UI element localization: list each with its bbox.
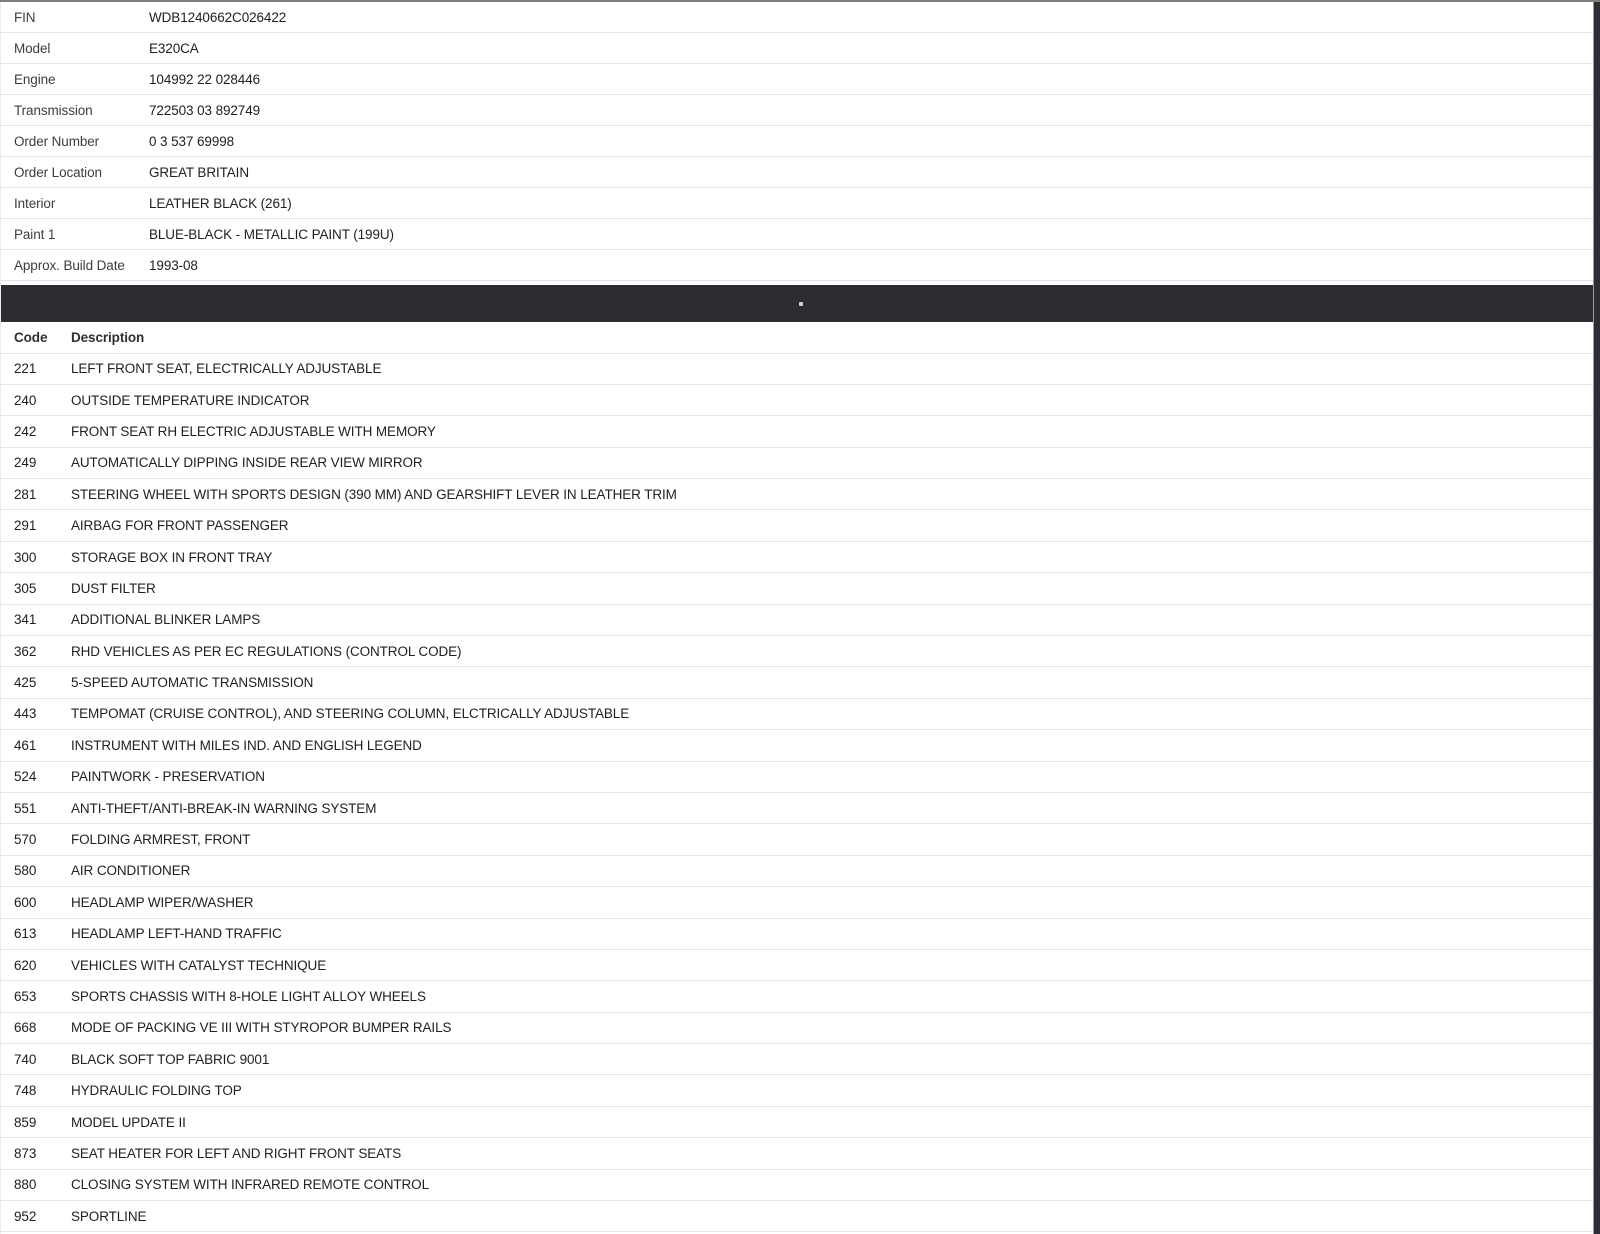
option-code-row (1, 730, 1600, 761)
option-description: AUTOMATICALLY DIPPING INSIDE REAR VIEW MIRROR (71, 447, 1600, 478)
vehicle-info-value: LEATHER BLACK (261) (149, 195, 292, 211)
option-code: 240 (1, 384, 71, 415)
option-code-row (1, 1012, 1600, 1043)
vehicle-info-value: BLUE-BLACK - METALLIC PAINT (199U) (149, 226, 394, 242)
option-code: 873 (1, 1138, 71, 1169)
options-table (1, 322, 1600, 1232)
option-code-row (1, 667, 1600, 698)
options-header-band (1, 285, 1600, 322)
vehicle-info-value: 722503 03 892749 (149, 102, 261, 118)
option-description: LEFT FRONT SEAT, ELECTRICALLY ADJUSTABLE (71, 353, 1600, 384)
option-code: 443 (1, 698, 71, 729)
option-description: PAINTWORK - PRESERVATION (71, 761, 1600, 792)
vehicle-info-label: Order Number (14, 133, 100, 149)
right-edge-strip (1593, 0, 1600, 1234)
option-description: RHD VEHICLES AS PER EC REGULATIONS (CONTROL CODE) (71, 636, 1600, 667)
option-code: 249 (1, 447, 71, 478)
option-description: MODEL UPDATE II (71, 1106, 1600, 1137)
vehicle-info-value: 0 3 537 69998 (149, 133, 235, 149)
option-code-row (1, 510, 1600, 541)
option-code-row (1, 887, 1600, 918)
option-description: INSTRUMENT WITH MILES IND. AND ENGLISH LEGEND (71, 730, 1600, 761)
option-code: 620 (1, 949, 71, 980)
option-description: VEHICLES WITH CATALYST TECHNIQUE (71, 949, 1600, 980)
option-code: 668 (1, 1012, 71, 1043)
vehicle-info-label: Order Location (14, 164, 102, 180)
vehicle-info-row (1, 2, 1600, 33)
option-code-row (1, 353, 1600, 384)
option-description: SPORTLINE (71, 1201, 1600, 1232)
option-code-row (1, 1201, 1600, 1232)
option-code-row (1, 1044, 1600, 1075)
option-code: 952 (1, 1201, 71, 1232)
option-code: 461 (1, 730, 71, 761)
option-code-row (1, 981, 1600, 1012)
option-code: 613 (1, 918, 71, 949)
option-code: 880 (1, 1169, 71, 1200)
option-description: AIR CONDITIONER (71, 855, 1600, 886)
vehicle-info-row (1, 250, 1600, 281)
vehicle-info-value: 104992 22 028446 (149, 71, 261, 87)
vehicle-info-row (1, 126, 1600, 157)
option-code-row (1, 447, 1600, 478)
vehicle-info-label: FIN (14, 9, 36, 25)
vehicle-info-value: 1993-08 (149, 257, 198, 273)
top-rule (0, 0, 1600, 2)
vehicle-info-label: Approx. Build Date (14, 257, 125, 273)
option-code-row (1, 1169, 1600, 1200)
vehicle-info-value: GREAT BRITAIN (149, 164, 249, 180)
vehicle-info-label: Model (14, 40, 51, 56)
option-description: STEERING WHEEL WITH SPORTS DESIGN (390 MM) AND GEARSHIFT LEVER IN LEATHER TRIM (71, 479, 1600, 510)
vehicle-info-row (1, 219, 1600, 250)
option-code-row (1, 792, 1600, 823)
option-code: 859 (1, 1106, 71, 1137)
option-description: ANTI-THEFT/ANTI-BREAK-IN WARNING SYSTEM (71, 792, 1600, 823)
option-code: 653 (1, 981, 71, 1012)
vehicle-info-table (1, 2, 1600, 281)
option-code-row (1, 1138, 1600, 1169)
option-code: 551 (1, 792, 71, 823)
option-code-row (1, 918, 1600, 949)
option-code: 221 (1, 353, 71, 384)
option-code-row (1, 541, 1600, 572)
option-code-row (1, 636, 1600, 667)
option-description: CLOSING SYSTEM WITH INFRARED REMOTE CONTROL (71, 1169, 1600, 1200)
vehicle-info-row (1, 95, 1600, 126)
option-description: HEADLAMP WIPER/WASHER (71, 887, 1600, 918)
description-column-header: Description (71, 322, 1600, 353)
option-description: FOLDING ARMREST, FRONT (71, 824, 1600, 855)
vehicle-info-row (1, 188, 1600, 219)
option-description: MODE OF PACKING VE III WITH STYROPOR BUMPER RAILS (71, 1012, 1600, 1043)
option-code: 580 (1, 855, 71, 886)
option-code-row (1, 761, 1600, 792)
vehicle-info-label: Transmission (14, 102, 93, 118)
option-code-row (1, 416, 1600, 447)
vehicle-info-label: Paint 1 (14, 226, 56, 242)
options-table-header-row (1, 322, 1600, 353)
option-description: 5-SPEED AUTOMATIC TRANSMISSION (71, 667, 1600, 698)
option-description: ADDITIONAL BLINKER LAMPS (71, 604, 1600, 635)
option-code-row (1, 479, 1600, 510)
option-code: 300 (1, 541, 71, 572)
option-description: DUST FILTER (71, 573, 1600, 604)
option-description: SPORTS CHASSIS WITH 8-HOLE LIGHT ALLOY WHEELS (71, 981, 1600, 1012)
option-code: 740 (1, 1044, 71, 1075)
option-description: BLACK SOFT TOP FABRIC 9001 (71, 1044, 1600, 1075)
option-code-row (1, 573, 1600, 604)
option-code-row (1, 384, 1600, 415)
option-code: 748 (1, 1075, 71, 1106)
option-code: 281 (1, 479, 71, 510)
option-code: 291 (1, 510, 71, 541)
vehicle-info-row (1, 33, 1600, 64)
band-dot-icon (799, 302, 803, 306)
option-description: OUTSIDE TEMPERATURE INDICATOR (71, 384, 1600, 415)
option-description: AIRBAG FOR FRONT PASSENGER (71, 510, 1600, 541)
vehicle-info-value: E320CA (149, 40, 199, 56)
option-code-row (1, 855, 1600, 886)
vehicle-info-value: WDB1240662C026422 (149, 9, 287, 25)
option-description: TEMPOMAT (CRUISE CONTROL), AND STEERING COLUMN, ELCTRICALLY ADJUSTABLE (71, 698, 1600, 729)
option-description: FRONT SEAT RH ELECTRIC ADJUSTABLE WITH MEMORY (71, 416, 1600, 447)
option-code: 600 (1, 887, 71, 918)
option-code-row (1, 604, 1600, 635)
option-description: HYDRAULIC FOLDING TOP (71, 1075, 1600, 1106)
option-code: 570 (1, 824, 71, 855)
vehicle-info-row (1, 157, 1600, 188)
vehicle-info-label: Engine (14, 71, 56, 87)
option-description: STORAGE BOX IN FRONT TRAY (71, 541, 1600, 572)
vehicle-info-row (1, 64, 1600, 95)
option-description: SEAT HEATER FOR LEFT AND RIGHT FRONT SEATS (71, 1138, 1600, 1169)
option-code-row (1, 1106, 1600, 1137)
option-description: HEADLAMP LEFT-HAND TRAFFIC (71, 918, 1600, 949)
option-code-row (1, 949, 1600, 980)
option-code-row (1, 698, 1600, 729)
option-code: 362 (1, 636, 71, 667)
option-code: 524 (1, 761, 71, 792)
option-code: 305 (1, 573, 71, 604)
option-code: 341 (1, 604, 71, 635)
option-code: 425 (1, 667, 71, 698)
option-code-row (1, 1075, 1600, 1106)
option-code-row (1, 824, 1600, 855)
datacard-content (0, 2, 1600, 1234)
option-code: 242 (1, 416, 71, 447)
vehicle-info-label: Interior (14, 195, 56, 211)
code-column-header: Code (1, 322, 71, 353)
